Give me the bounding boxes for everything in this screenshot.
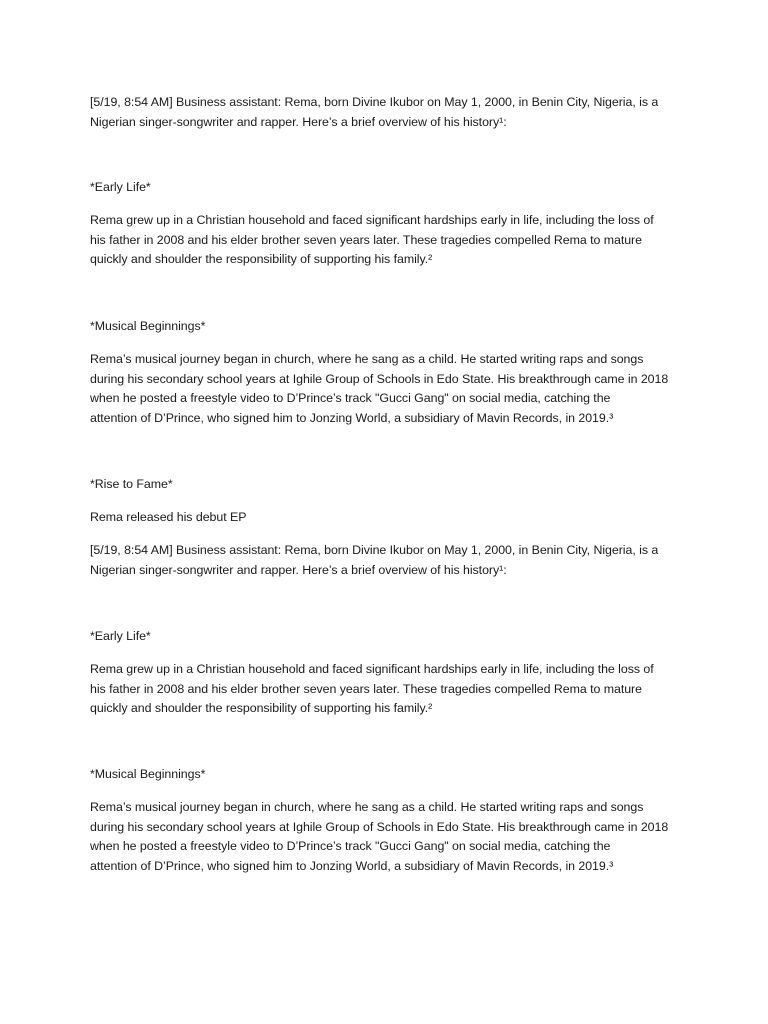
section-heading-early-life — [90, 178, 680, 198]
section-heading-musical-beginnings-repeat — [90, 765, 680, 785]
intro-paragraph-repeat — [90, 541, 680, 580]
rise-to-fame-paragraph — [90, 508, 680, 528]
text-line: Rema grew up in a Christian household and faced significant hardships early in life, including the loss of — [90, 662, 654, 676]
early-life-paragraph-repeat — [90, 660, 680, 719]
text-line: [5/19, 8:54 AM] Business assistant: Rema, born Divine Ikubor on May 1, 2000, in Benin City, Nigeria, is a — [90, 95, 659, 109]
intro-paragraph — [90, 93, 680, 132]
text-line: quickly and shoulder the responsibility of supporting his family.² — [90, 252, 433, 267]
text-line: when he posted a freestyle video to D’Prince’s track "Gucci Gang" on social media, catching the — [90, 839, 611, 854]
text-line: *Early Life* — [90, 629, 151, 643]
text-line: Nigerian singer-songwriter and rapper. Here’s a brief overview of his history¹: — [90, 114, 507, 129]
text-line: [5/19, 8:54 AM] Business assistant: Rema, born Divine Ikubor on May 1, 2000, in Benin City, Nigeria, is a — [90, 543, 659, 557]
section-heading-musical-beginnings — [90, 317, 680, 337]
early-life-paragraph — [90, 211, 680, 270]
section-heading-rise-to-fame — [90, 475, 680, 495]
text-line: *Musical Beginnings* — [90, 767, 206, 781]
text-line: his father in 2008 and his elder brother seven years later. These tragedies compelled Rema to mature — [90, 681, 642, 696]
text-line: attention of D’Prince, who signed him to Jonzing World, a subsidiary of Mavin Records, in 2019.³ — [90, 410, 614, 425]
text-line: when he posted a freestyle video to D’Prince’s track "Gucci Gang" on social media, catching the — [90, 391, 611, 406]
text-line: *Rise to Fame* — [90, 477, 173, 491]
musical-beginnings-paragraph — [90, 350, 680, 428]
section-heading-early-life-repeat — [90, 627, 680, 647]
text-line: *Musical Beginnings* — [90, 319, 206, 333]
text-line: Rema grew up in a Christian household and faced significant hardships early in life, including the loss of — [90, 213, 654, 227]
text-line: Rema released his debut EP — [90, 510, 247, 524]
text-line: Rema’s musical journey began in church, where he sang as a child. He started writing raps and songs — [90, 352, 644, 366]
text-line: attention of D’Prince, who signed him to Jonzing World, a subsidiary of Mavin Records, in 2019.³ — [90, 858, 614, 873]
text-line: his father in 2008 and his elder brother seven years later. These tragedies compelled Rema to mature — [90, 232, 642, 247]
text-line: Rema’s musical journey began in church, where he sang as a child. He started writing raps and songs — [90, 800, 644, 814]
text-line: *Early Life* — [90, 180, 151, 194]
text-line: Nigerian singer-songwriter and rapper. Here’s a brief overview of his history¹: — [90, 562, 507, 577]
text-line: during his secondary school years at Ighile Group of Schools in Edo State. His breakthrough came in 2018 — [90, 819, 669, 834]
text-line: during his secondary school years at Ighile Group of Schools in Edo State. His breakthrough came in 2018 — [90, 371, 669, 386]
musical-beginnings-paragraph-repeat — [90, 798, 680, 876]
text-line: quickly and shoulder the responsibility of supporting his family.² — [90, 701, 433, 716]
